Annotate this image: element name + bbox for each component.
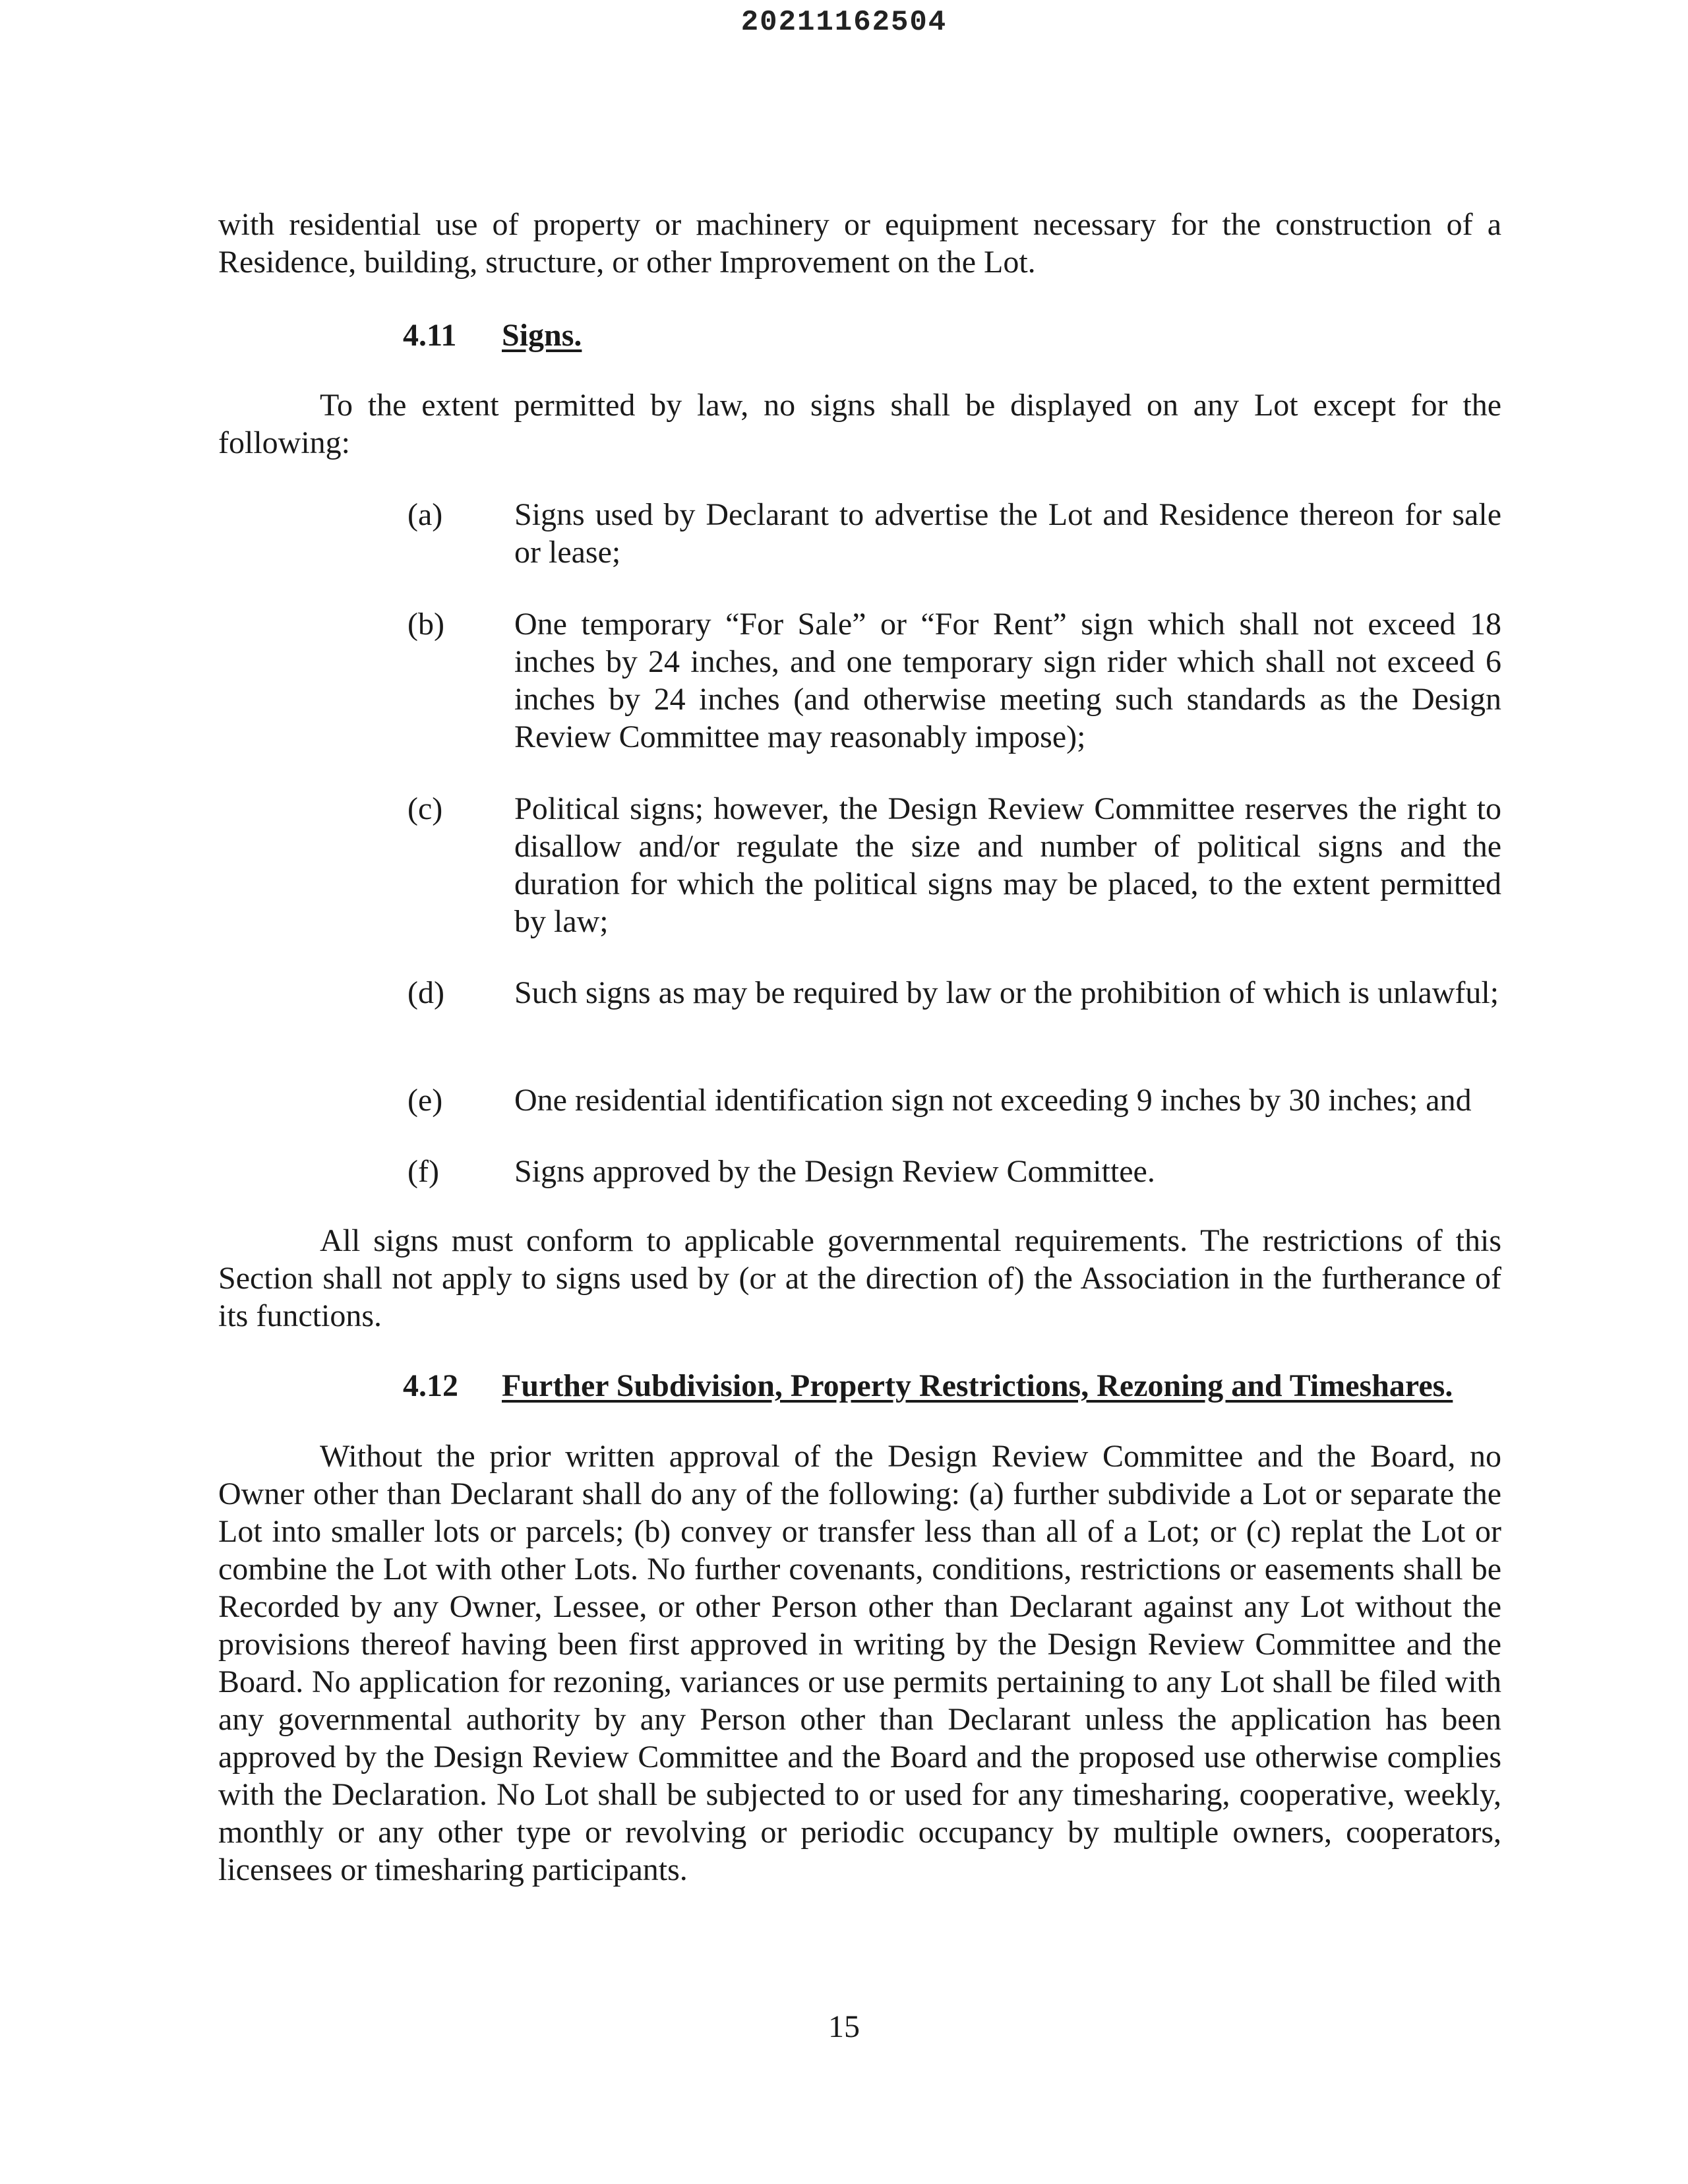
list-item-text: Political signs; however, the Design Review Committee reserves the right to disallow and/or regulate the size and number of political signs and the duration for which the political signs may be placed, to the extent permitted by law; — [514, 791, 1501, 939]
list-item-text: Signs used by Declarant to advertise the Lot and Residence thereon for sale or lease; — [514, 497, 1501, 570]
list-item-label: (b) — [407, 607, 444, 642]
section-closing-paragraph: All signs must conform to applicable governmental requirements. The restrictions of this Section shall not apply to signs used by (or at the direction of) the Association in the furtherance of its functions. — [218, 1223, 1501, 1333]
list-item-label: (a) — [407, 497, 443, 532]
section-title: Signs. — [502, 318, 582, 353]
section-number: 4.11 — [403, 318, 457, 353]
section-title: Further Subdivision, Property Restrictions, Rezoning and Timeshares. — [502, 1368, 1453, 1403]
list-item-text: Such signs as may be required by law or the prohibition of which is unlawful; — [514, 975, 1499, 1010]
list-item-text: One temporary “For Sale” or “For Rent” sign which shall not exceed 18 inches by 24 inches, and one temporary sign rider which shall not exceed 6 inches by 24 inches (and otherwise meeting such standards as the Design Review Committee may reasonably impose); — [514, 607, 1501, 754]
list-item-label: (c) — [407, 791, 443, 826]
section-body-paragraph: Without the prior written approval of the Design Review Committee and the Board, no Owner other than Declarant shall do any of the following: (a) further subdivide a Lot or separate the Lot into smaller lots or parcels; (b) convey or transfer less than all of a Lot; or (c) replat the Lot or combine the Lot with other Lots. No further covenants, conditions, restrictions or easements shall be Recorded by any Owner, Lessee, or other Person other than Declarant against any Lot without the provisions thereof having been first approved in writing by the Design Review Committee and the Board. No application for rezoning, variances or use permits pertaining to any Lot shall be filed with any governmental authority by any Person other than Declarant unless the application has been approved by the Design Review Committee and the Board and the proposed use otherwise complies with the Declaration. No Lot shall be subjected to or used for any timesharing, cooperative, weekly, monthly or any other type or revolving or periodic occupancy by multiple owners, cooperators, licensees or timesharing participants. — [218, 1439, 1501, 1887]
continuation-paragraph: with residential use of property or machinery or equipment necessary for the construction of a Residence, building, structure, or other Improvement on the Lot. — [218, 207, 1501, 280]
record-number: 20211162504 — [740, 6, 948, 39]
list-item-text: One residential identification sign not exceeding 9 inches by 30 inches; and — [514, 1083, 1472, 1118]
section-intro-paragraph: To the extent permitted by law, no signs shall be displayed on any Lot except for the following: — [218, 388, 1501, 460]
list-item-label: (d) — [407, 975, 444, 1010]
list-item-label: (f) — [407, 1154, 439, 1189]
list-item-label: (e) — [407, 1083, 443, 1118]
page-number: 15 — [828, 2009, 860, 2044]
section-number: 4.12 — [403, 1368, 458, 1403]
list-item-text: Signs approved by the Design Review Committee. — [514, 1154, 1155, 1189]
